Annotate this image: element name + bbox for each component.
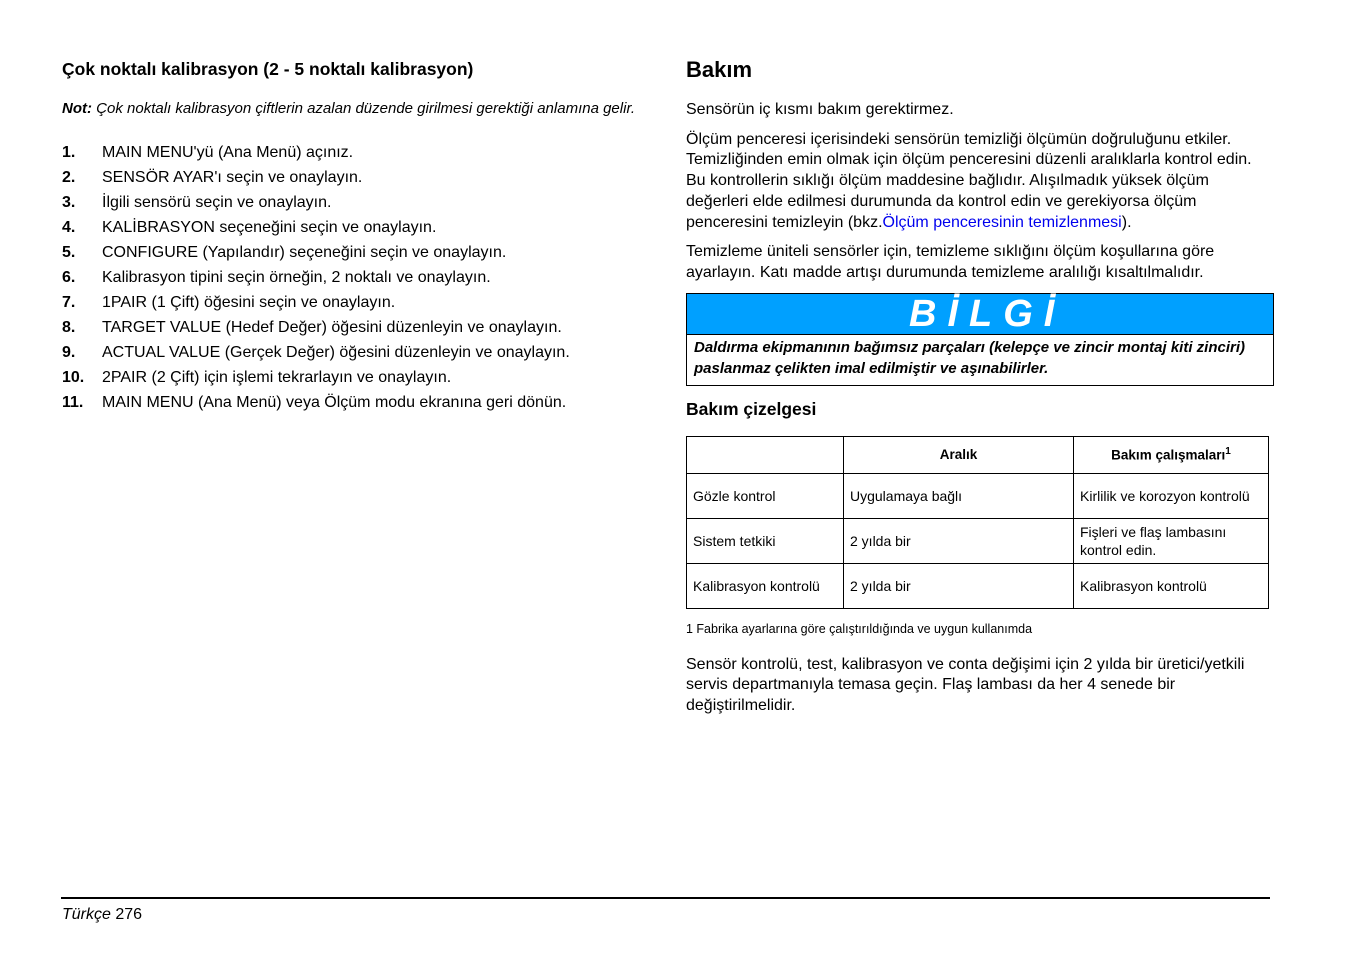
- footnote: 1 Fabrika ayarlarına göre çalıştırıldığında ve uygun kullanımda: [686, 621, 1033, 636]
- header-cell: Aralık: [844, 436, 1074, 473]
- calibration-heading: Çok noktalı kalibrasyon (2 - 5 noktalı kalibrasyon): [62, 59, 474, 79]
- step-text: MAIN MENU (Ana Menü) veya Ölçüm modu ekranına geri dönün.: [102, 394, 567, 411]
- step-number: 10.: [62, 369, 85, 386]
- step-text: TARGET VALUE (Hedef Değer) öğesini düzenleyin ve onaylayın.: [102, 319, 562, 336]
- note-text: Çok noktalı kalibrasyon çiftlerin azalan düzende girilmesi gerektiği anlamına gelir.: [92, 100, 636, 117]
- step-number: 9.: [62, 344, 76, 361]
- step-number: 4.: [62, 219, 76, 236]
- step-text: 1PAIR (1 Çift) öğesini seçin ve onaylayın.: [102, 294, 396, 311]
- table-cell: Kirlilik ve korozyon kontrolü: [1074, 473, 1269, 518]
- footer-divider: [61, 897, 1270, 899]
- list-item: [62, 290, 642, 315]
- paragraph-2-end: ).: [1121, 213, 1132, 231]
- maintenance-table: [686, 436, 1269, 609]
- info-title: BİLGİ: [687, 294, 1273, 335]
- step-number: 1.: [62, 144, 76, 161]
- footer-language: Türkçe: [62, 906, 111, 923]
- table-cell: Fişleri ve flaş lambasını kontrol edin.: [1074, 518, 1269, 563]
- list-item: [62, 365, 642, 390]
- step-text: MAIN MENU'yü (Ana Menü) açınız.: [102, 144, 354, 161]
- header-text: Bakım çalışmaları: [1111, 447, 1226, 463]
- maintenance-heading: Bakım: [686, 57, 753, 82]
- list-item: [62, 190, 642, 215]
- table-row: [687, 563, 1269, 608]
- note-label: Not:: [62, 100, 92, 117]
- schedule-heading: Bakım çizelgesi: [686, 398, 817, 419]
- step-number: 2.: [62, 169, 76, 186]
- table-row: [687, 518, 1269, 563]
- table-cell: Kalibrasyon kontrolü: [687, 563, 844, 608]
- table-cell: Sistem tetkiki: [687, 518, 844, 563]
- page-number: 276: [110, 906, 143, 923]
- table-cell: Uygulamaya bağlı: [844, 473, 1074, 518]
- step-text: Kalibrasyon tipini seçin örneğin, 2 noktalı ve onaylayın.: [102, 269, 491, 286]
- list-item: [62, 215, 642, 240]
- table-cell: 2 yılda bir: [844, 518, 1074, 563]
- step-number: 5.: [62, 244, 76, 261]
- header-cell: [687, 436, 844, 473]
- step-number: 11.: [62, 394, 84, 411]
- list-item: [62, 390, 642, 415]
- paragraph-2-text: Ölçüm penceresi içerisindeki sensörün temizliği ölçümün doğruluğunu etkiler. Temizliğinden emin olmak için ölçüm penceresini düzenli aralıklarla kontrol edin. Bu kontrollerin sıklığı ölçüm maddesine bağlıdır. Alışılmadık yüksek ölçüm değerleri elde edilmesi durumunda da kontrol edin ve gerekiyorsa ölçüm penceresini temizleyin (bkz.: [686, 130, 1252, 231]
- paragraph-3: Temizleme üniteli sensörler için, temizleme sıklığını ölçüm koşullarına göre ayarlayın. Katı madde artışı durumunda temizleme aralılığı kısaltılmalıdır.: [686, 243, 1215, 281]
- step-text: İlgili sensörü seçin ve onaylayın.: [102, 194, 332, 211]
- table-cell: Gözle kontrol: [687, 473, 844, 518]
- step-number: 3.: [62, 194, 76, 211]
- table-row: [687, 473, 1269, 518]
- paragraph-4: Sensör kontrolü, test, kalibrasyon ve conta değişimi için 2 yılda bir üretici/yetkili servis departmanıyla temasa geçin. Flaş lambası da her 4 senede bir değiştirilmelidir.: [686, 655, 1245, 715]
- step-text: SENSÖR AYAR'ı seçin ve onaylayın.: [102, 169, 363, 186]
- step-number: 8.: [62, 319, 76, 336]
- table-cell: Kalibrasyon kontrolü: [1074, 563, 1269, 608]
- step-number: 7.: [62, 294, 76, 311]
- step-text: KALİBRASYON seçeneğini seçin ve onaylayın.: [102, 219, 437, 236]
- list-item: [62, 265, 642, 290]
- step-text: 2PAIR (2 Çift) için işlemi tekrarlayın ve onaylayın.: [102, 369, 452, 386]
- left-column: [62, 58, 642, 415]
- note: [62, 98, 642, 119]
- step-text: ACTUAL VALUE (Gerçek Değer) öğesini düzenleyin ve onaylayın.: [102, 344, 570, 361]
- info-text: Daldırma ekipmanının bağımsız parçaları (kelepçe ve zincir montaj kiti zinciri) paslanmaz çelikten imal edilmiştir ve aşınabilirler.: [694, 338, 1246, 377]
- list-item: [62, 240, 642, 265]
- list-item: [62, 315, 642, 340]
- header-cell: [1074, 436, 1269, 473]
- right-column: [686, 56, 1273, 726]
- table-header-row: [687, 436, 1269, 473]
- step-text: CONFIGURE (Yapılandır) seçeneğini seçin ve onaylayın.: [102, 244, 507, 261]
- cleaning-link[interactable]: Ölçüm penceresinin temizlenmesi: [882, 213, 1122, 231]
- list-item: [62, 340, 642, 365]
- page-footer: [62, 906, 142, 924]
- footnote-ref: 1: [1225, 446, 1231, 458]
- paragraph-2: [686, 130, 1273, 234]
- list-item: [62, 140, 642, 165]
- list-item: [62, 165, 642, 190]
- table-cell: 2 yılda bir: [844, 563, 1074, 608]
- info-box: [686, 293, 1274, 386]
- steps-list: [62, 140, 642, 415]
- paragraph-1: Sensörün iç kısmı bakım gerektirmez.: [686, 101, 954, 118]
- step-number: 6.: [62, 269, 76, 286]
